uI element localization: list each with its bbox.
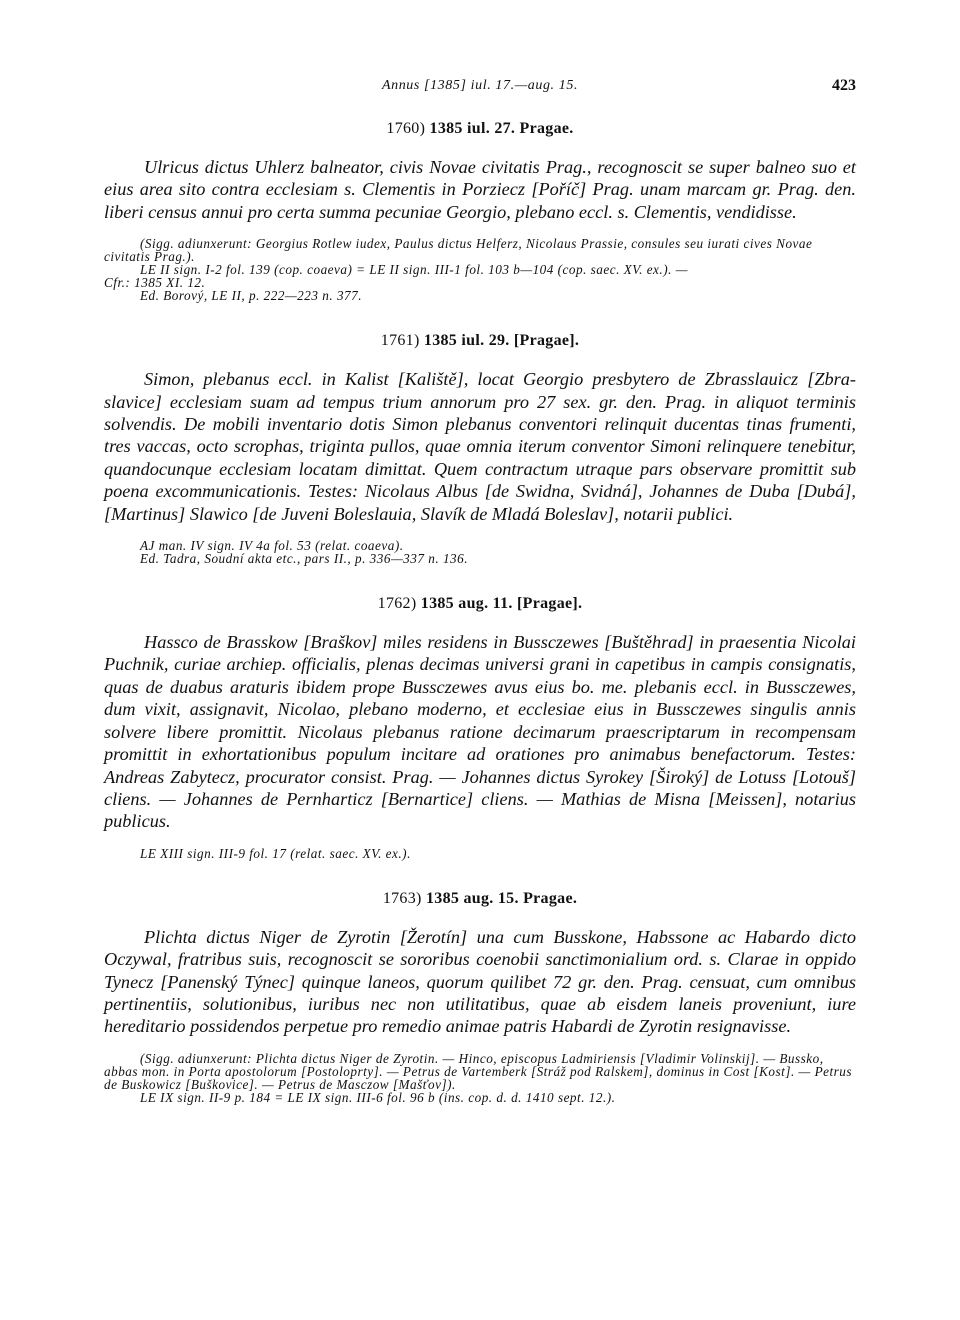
note-line: AJ man. IV sign. IV 4a fol. 53 (relat. coaeva). [140,538,404,554]
note-line: LE II sign. I-2 fol. 139 (cop. coaeva) = LE II sign. III-1 fol. 103 b—104 (cop. saec. XV. ex.). — [140,262,688,278]
entry-text: Plichta dictus Niger de Zyrotin [Žerotín] una cum Busskone, Habssone ac Habardo dicto Oczywal, fratribus suis, recognoscit se sororibus coenobii sanctimonialium ord. s. Clarae in oppido Tynecz [Panenský Týnec] quinque laneos, quorum quilibet 72 gr. den. Prag. censuat, cum omnibus pertinentiis, solutionibus, iuribus nec non utilitatibus, quae ab eisdem laneis proveniunt, iure hereditario possidendos perpetue pro remedio animae patris Habardi de Zyrotin resignavisse. [104,926,856,1037]
entry-number: 1761) [380,332,420,350]
entry-number: 1763) [382,889,422,907]
entry-heading [104,332,856,350]
entry-date: 1385 aug. 15. Pragae. [425,889,578,907]
entry-date: 1385 aug. 11. [Pragae]. [420,595,583,613]
document-entry [104,890,856,1104]
running-header [104,78,856,104]
entry-notes [104,1052,856,1104]
entry-text: Hassco de Brasskow [Braškov] miles residens in Bussczewes [Buštěhrad] in praesentia Nicolai Puchnik, curiae archiep. officialis, plenas decimas universi grani in capetibus in campis consignatis, quas de duabus araturis ibidem prope Bussczewes avus eius bo. me. plebanis eccl. in Bussczewes, dum vixit, assignavit, Nicolao, plebano moderno, et ecclesiae eius in Bussczewes singulis annis solvere libere promittit. Nicolaus plebanus ratione decimarum praescriptarum in recompensam promittit in exhortationibus populum incitare ad orationes pro animabus benefactorum. Testes: Andreas Zabytecz, procurator consist. Prag. — Johannes dictus Syrokey [Široký] de Lotuss [Lotouš] cliens. — Johannes de Pernharticz [Bernartice] cliens. — Mathias de Misna [Meissen], notarius publicus. [104,632,856,832]
entry-notes [104,237,856,302]
document-page [104,78,856,1104]
note-line: (Sigg. adiunxerunt: Plichta dictus Niger de Zyrotin. — Hinco, episcopus Ladmiriensis [Vladimir Volinskij]. — Bussko, abbas mon. in Porta apostolorum [Postoloprty]. — Petrus de Vartemberk [Stráž pod Ralskem], dominus in Cost [Kost]. — Petrus de Buskowicz [Buškovice]. — Petrus de Masczow [Mašťov]). [104,1050,853,1092]
document-entry [104,120,856,302]
note-line: LE XIII sign. III-9 fol. 17 (relat. saec. XV. ex.). [140,845,411,861]
entry-notes [104,847,856,860]
document-entry [104,332,856,565]
entry-text: Ulricus dictus Uhlerz balneator, civis Novae civitatis Prag., recognoscit se super balneo suo et eius area sito contra ecclesiam s. Clementis in Porziecz [Poříč] Prag. unam marcam gr. Prag. den. liberi census annui pro certa summa pecuniae Georgio, plebano eccl. s. Clementis, vendidisse. [104,157,856,222]
note-line: Ed. Borový, LE II, p. 222—223 n. 377. [140,288,363,304]
entry-number: 1760) [386,120,426,137]
entry-heading [104,120,856,138]
note-line: (Sigg. adiunxerunt: Georgius Rotlew iudex, Paulus dictus Helferz, Nicolaus Prassie, consules seu iurati cives Novae civitatis Prag.). [104,236,813,265]
note-line: Cfr.: 1385 XI. 12. [104,275,206,291]
page-number: 423 [832,77,856,94]
document-entry [104,595,856,860]
entry-notes [104,539,856,565]
running-title: Annus [1385] iul. 17.—aug. 15. [381,78,579,93]
entry-number: 1762) [377,595,417,613]
entry-text: Simon, plebanus eccl. in Kalist [Kaliště], locat Georgio presbytero de Zbrasslauicz [Zbraslavice] ecclesiam suam ad tempus trium annorum pro 27 sex. gr. den. Prag. in aliquot terminis solvendis. De mobili inventario dotis Simon plebanus conventori relinquit ducentas tinas frumenti, tres vaccas, octo scrophas, triginta pullos, quae omnia iterum conventor Simoni relinquere tenebitur, quandocunque ecclesiam locatam dimittat. Quem contractum utraque pars observare promittit sub poena excommunicationis. Testes: Nicolaus Albus [de Swidna, Svidná], Johannes de Duba [Dubá], [Martinus] Slawico [de Juveni Boleslauia, Slavík de Mladá Boleslav], notarii publici. [104,369,856,524]
note-line: Ed. Tadra, Soudní akta etc., pars II., p. 336—337 n. 136. [140,551,469,567]
entry-date: 1385 iul. 27. Pragae. [429,120,574,137]
entry-heading [104,595,856,613]
note-line: LE IX sign. II-9 p. 184 = LE IX sign. III-6 fol. 96 b (ins. cop. d. d. 1410 sept. 12.). [140,1089,616,1105]
entry-date: 1385 iul. 29. [Pragae]. [423,332,580,350]
entry-heading [104,890,856,908]
